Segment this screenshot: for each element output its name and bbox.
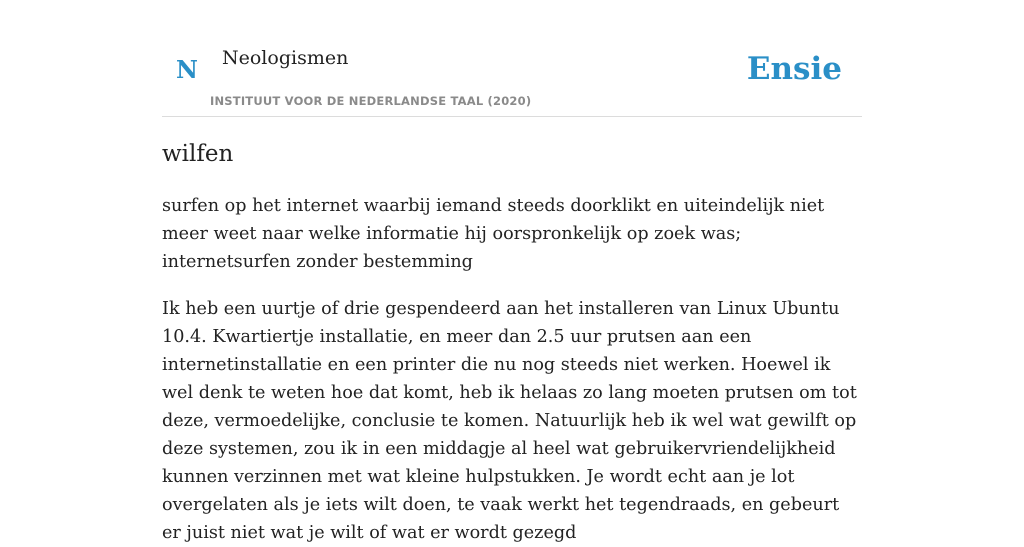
source-header (162, 0, 862, 117)
entry-example: Ik heb een uurtje of drie gespendeerd aan het installeren van Linux Ubuntu 10.4. Kwartiertje installatie, en meer dan 2.5 uur prutsen aan een internetinstallatie en een printer die nu nog steeds niet werken. Hoewel ik wel denk te weten hoe dat komt, heb ik helaas zo lang moeten prutsen om tot deze, vermoedelijke, conclusie te komen. Natuurlijk heb ik wel wat gewilft op deze systemen, zou ik in een middagje al heel wat gebruikervriendelijkheid kunnen verzinnen met wat kleine hulpstukken. Je wordt echt aan je lot overgelaten als je iets wilt doen, te vaak werkt het tegendraads, en gebeurt er juist niet wat je wilt of wat er wordt gezegd (162, 299, 857, 543)
entry-page (162, 0, 862, 543)
source-initial-badge[interactable]: N (176, 55, 198, 84)
entry-term: wilfen (162, 141, 234, 167)
source-publisher: INSTITUUT VOOR DE NEDERLANDSE TAAL (2020) (210, 94, 532, 108)
entry-definition: surfen op het internet waarbij iemand steeds doorklikt en uiteindelijk niet meer weet naar welke informatie hij oorspronkelijk op zoek was; internetsurfen zonder bestemming (162, 196, 825, 272)
ensie-logo-link[interactable]: Ensie (746, 51, 842, 87)
source-name-link[interactable]: Neologismen (222, 47, 349, 69)
